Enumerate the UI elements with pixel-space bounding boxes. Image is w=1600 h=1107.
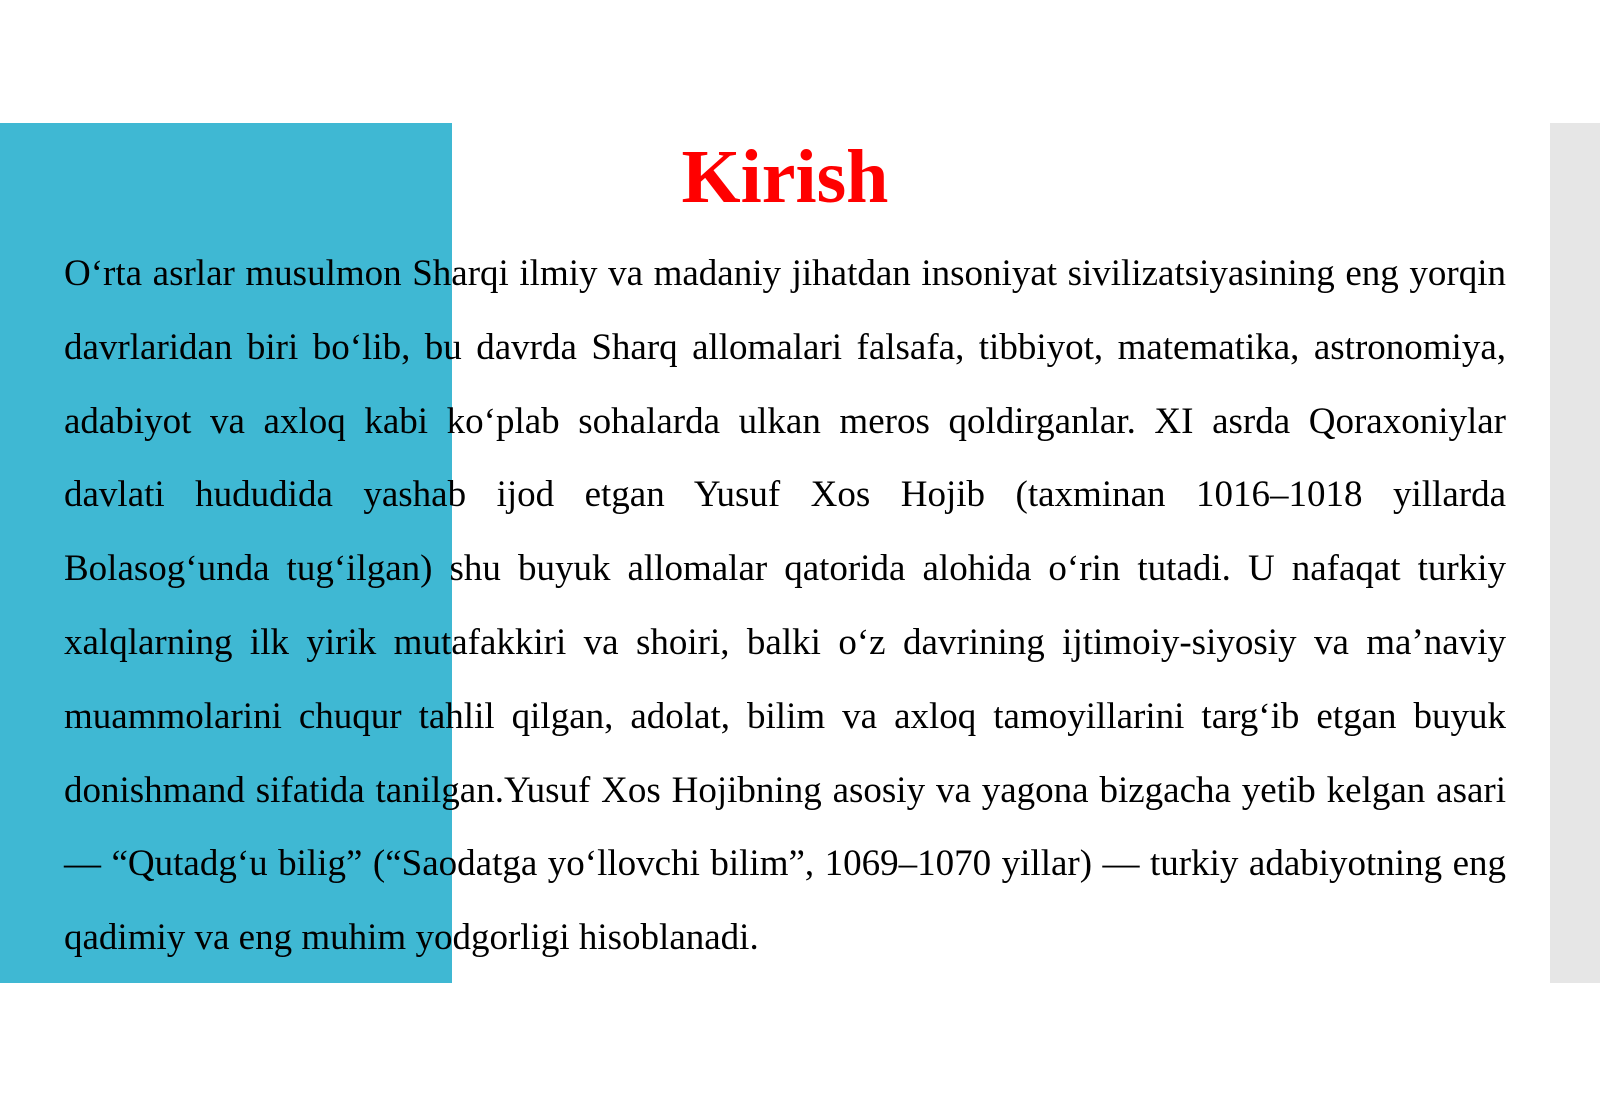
slide-title: Kirish [681,135,889,219]
body-paragraph: O‘rta asrlar musulmon Sharqi ilmiy va madaniy jihatdan insoniyat sivilizatsiyasining eng yorqin davrlaridan biri bo‘lib, bu davrda Sharq allomalari falsafa, tibbiyot, matematika, astronomiya, adabiyot va axloq kabi ko‘plab sohalarda ulkan meros qoldirganlar. XI asrda Qoraxoniylar davlati hududida yashab ijod etgan Yusuf Xos Hojib (taxminan 1016–1018 yillarda Bolasog‘unda tug‘ilgan) shu buyuk allomalar qatorida alohida o‘rin tutadi. U nafaqat turkiy xalqlarning ilk yirik mutafakkiri va shoiri, balki o‘z davrining ijtimoiy-siyosiy va ma’naviy muammolarini chuqur tahlil qilgan, adolat, bilim va axloq tamoyillarini targ‘ib etgan buyuk donishmand sifatida tanilgan.Yusuf Xos Hojibning asosiy va yagona bizgacha yetib kelgan asari — “Qutadg‘u bilig” (“Saodatga yo‘llovchi bilim”, 1069–1070 yillar) — turkiy adabiyotning eng qadimiy va eng muhim yodgorligi hisoblanadi. [64,253,1506,959]
side-strip [1550,123,1600,983]
